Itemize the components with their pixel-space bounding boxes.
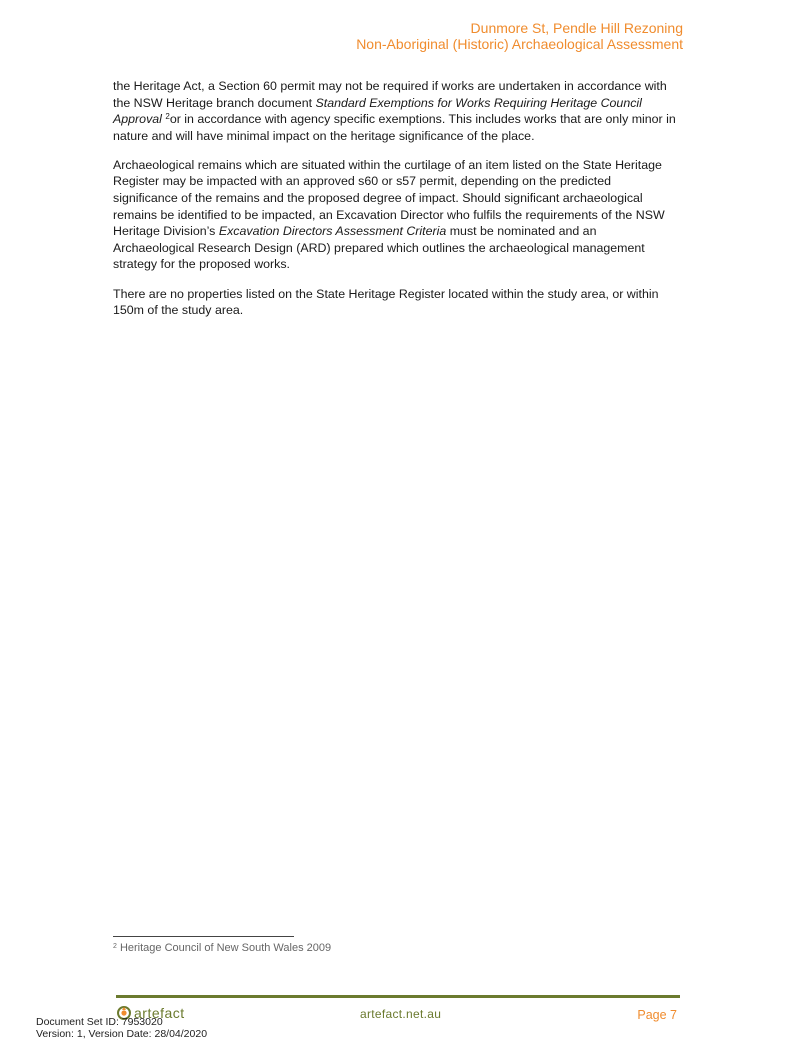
- paragraph-text: or in accordance with agency specific exemptions. This includes works that are only minor in nature and will have minimal impact on the heritage significance of the place.: [113, 112, 676, 143]
- footer-divider: [116, 995, 680, 998]
- page-header: [356, 20, 683, 52]
- document-metadata: [36, 1016, 207, 1040]
- paragraph-no-properties: There are no properties listed on the State Heritage Register located within the study area, or within 150m of the study area.: [113, 286, 659, 318]
- paragraph-archaeological-remains: [113, 157, 677, 273]
- paragraph-text: Archaeological remains which are situated within the curtilage of an item listed on the State Heritage Register may be impacted with an approved s60 or s57 permit, depending on the predicted significance of the remains and the proposed degree of impact. Should significant archaeological remains be identified to be impacted, an Excavation Director who fulfils the requirements of the NSW Heritage Division’s: [113, 157, 665, 239]
- footnote-number: 2: [113, 943, 117, 950]
- page-number: Page 7: [637, 1008, 677, 1022]
- footnote-divider: [113, 936, 294, 937]
- footnote: [113, 942, 331, 954]
- doc-set-id: Document Set ID: 7953020: [36, 1016, 163, 1028]
- paragraph-text: the Heritage Act, a Section 60 permit may not be required if works are undertaken in accordance with the NSW Heritage branch document: [113, 79, 667, 110]
- website-link[interactable]: artefact.net.au: [360, 1007, 442, 1021]
- paragraph-section60: [113, 78, 677, 144]
- header-subtitle: Non-Aboriginal (Historic) Archaeological Assessment: [356, 36, 683, 52]
- body-text: [113, 78, 677, 331]
- footnote-text: Heritage Council of New South Wales 2009: [116, 942, 332, 954]
- document-title-italic: Standard Exemptions for Works Requiring Heritage Council Approval: [113, 95, 642, 127]
- version-date: Version: 1, Version Date: 28/04/2020: [36, 1028, 208, 1040]
- footnote-reference: 2: [165, 112, 170, 122]
- paragraph-text: must be nominated and an Archaeological Research Design (ARD) prepared which outlines the archaeological management strategy for the proposed works.: [113, 224, 645, 272]
- criteria-title-italic: Excavation Directors Assessment Criteria: [218, 224, 447, 239]
- header-title: Dunmore St, Pendle Hill Rezoning: [470, 20, 683, 36]
- logo-text: artefact: [134, 1005, 185, 1021]
